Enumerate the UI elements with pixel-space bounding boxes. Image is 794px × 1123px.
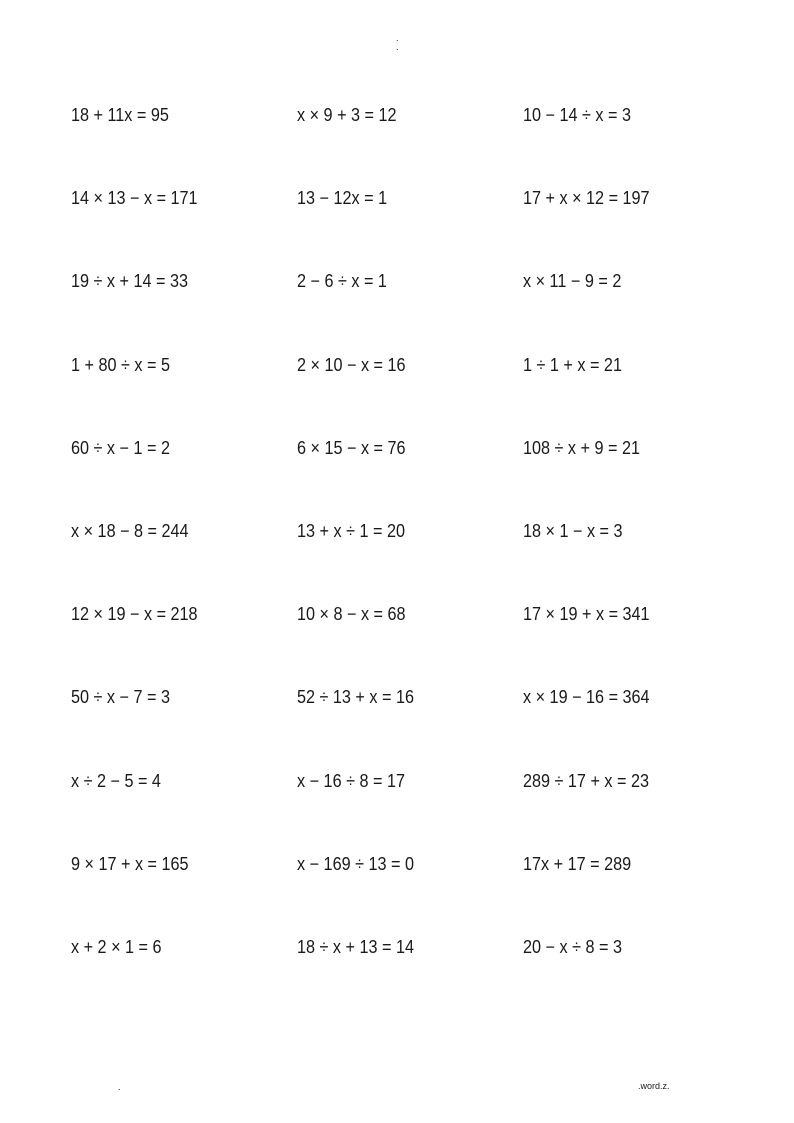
equation: 14 × 13 − x = 171 (71, 188, 198, 209)
equation: 20 − x ÷ 8 = 3 (523, 936, 622, 957)
equation: 60 ÷ x − 1 = 2 (71, 437, 170, 458)
equation-row (71, 770, 771, 853)
equation: 10 × 8 − x = 68 (297, 604, 406, 625)
footer-right-mark: .word.z. (638, 1081, 670, 1091)
equation: x × 9 + 3 = 12 (297, 105, 397, 125)
equation: 2 × 10 − x = 16 (297, 354, 406, 375)
equation: x − 16 ÷ 8 = 17 (297, 770, 405, 791)
equation: x × 11 − 9 = 2 (523, 271, 622, 292)
equation: 50 ÷ x − 7 = 3 (71, 687, 170, 708)
equation: 52 ÷ 13 + x = 16 (297, 687, 414, 708)
equation-row (71, 270, 771, 353)
equation: 289 ÷ 17 + x = 23 (523, 770, 649, 791)
equation-row (71, 354, 771, 437)
equation: 18 + 11x = 95 (71, 105, 169, 125)
equation: 13 − 12x = 1 (297, 188, 388, 209)
equation: 9 × 17 + x = 165 (71, 853, 189, 874)
equation-row (71, 187, 771, 270)
equation: x + 2 × 1 = 6 (71, 936, 162, 957)
equation-row (71, 437, 771, 520)
equation: 1 ÷ 1 + x = 21 (523, 354, 622, 375)
equation: 108 ÷ x + 9 = 21 (523, 437, 640, 458)
equation: 18 ÷ x + 13 = 14 (297, 936, 414, 957)
equation: 2 − 6 ÷ x = 1 (297, 271, 387, 292)
equation: 1 + 80 ÷ x = 5 (71, 354, 170, 375)
equation: x − 169 ÷ 13 = 0 (297, 853, 414, 874)
equation: 17x + 17 = 289 (523, 853, 632, 874)
equation-row (71, 936, 771, 1019)
equation: 17 × 19 + x = 341 (523, 604, 650, 625)
equation-grid (71, 104, 771, 1019)
equation-row (71, 104, 771, 187)
equation-row (71, 686, 771, 769)
equation: 17 + x × 12 = 197 (523, 188, 650, 209)
equation: x × 18 − 8 = 244 (71, 520, 189, 541)
equation: 12 × 19 − x = 218 (71, 604, 198, 625)
header-mark (396, 34, 399, 52)
equation-row (71, 853, 771, 936)
equation: x ÷ 2 − 5 = 4 (71, 770, 161, 791)
equation: 18 × 1 − x = 3 (523, 520, 623, 541)
equation: 6 × 15 − x = 76 (297, 437, 406, 458)
header-dot-bottom: . (396, 42, 399, 52)
equation: 13 + x ÷ 1 = 20 (297, 520, 405, 541)
header-dot-top: . (396, 33, 399, 43)
equation: 19 ÷ x + 14 = 33 (71, 271, 188, 292)
equation-row (71, 603, 771, 686)
equation: x × 19 − 16 = 364 (523, 687, 650, 708)
footer-left-mark: . (118, 1082, 121, 1092)
equation-row (71, 520, 771, 603)
equation: 10 − 14 ÷ x = 3 (523, 105, 631, 125)
